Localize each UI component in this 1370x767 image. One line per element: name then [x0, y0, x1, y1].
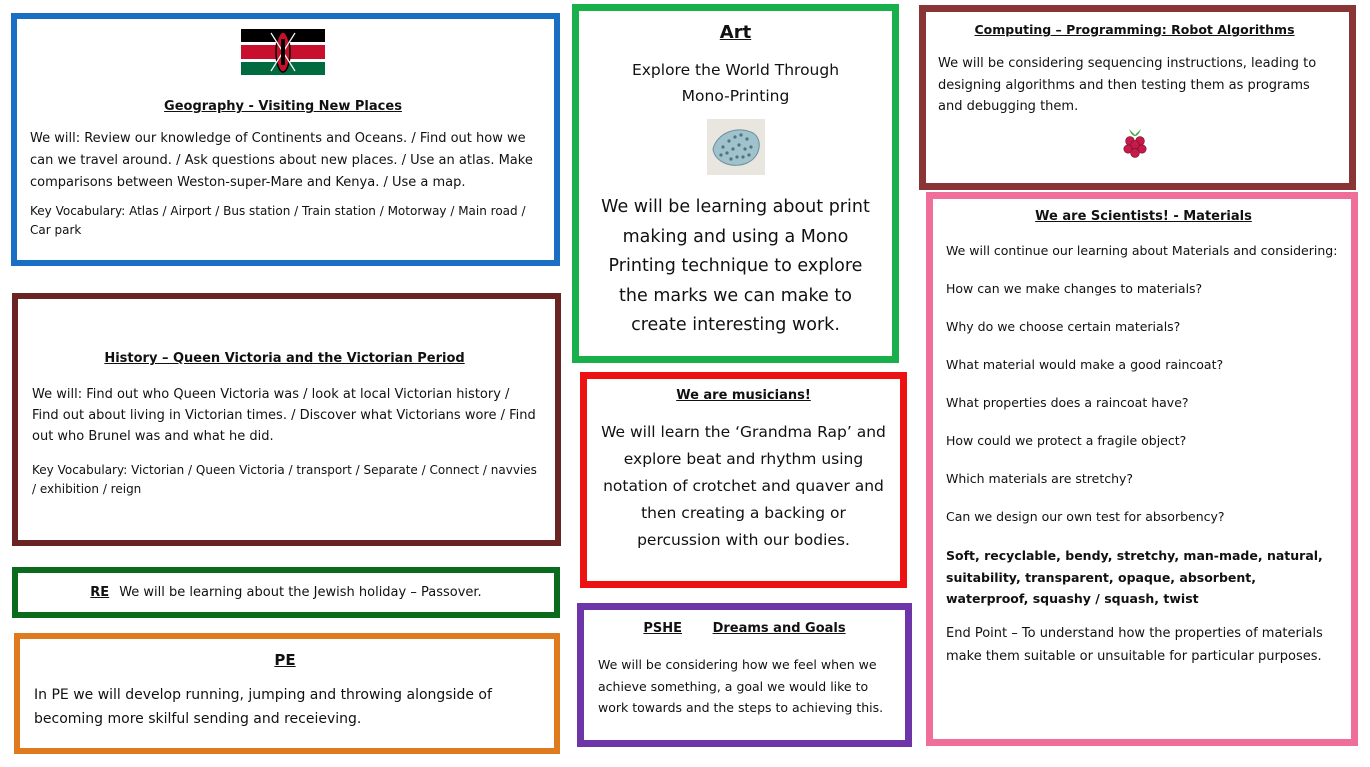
- art-panel: [572, 4, 899, 363]
- computing-body: We will be considering sequencing instructions, leading to designing algorithms and then testing them as programs and debugging them.: [938, 56, 1317, 114]
- geography-title: Geography - Visiting New Places: [164, 99, 402, 114]
- music-panel: [580, 372, 907, 588]
- science-question: How could we protect a fragile object?: [946, 433, 1187, 448]
- pshe-panel: [577, 603, 912, 747]
- re-panel: [12, 567, 560, 618]
- science-question: Which materials are stretchy?: [946, 471, 1134, 486]
- history-title: History – Queen Victoria and the Victorian Period: [104, 351, 465, 366]
- pshe-heading: [598, 621, 891, 636]
- history-vocab: Key Vocabulary: Victorian / Queen Victoria / transport / Separate / Connect / navvies / exhibition / reign: [32, 463, 537, 496]
- mono-print-image: [707, 119, 765, 175]
- art-title: Art: [719, 22, 752, 43]
- geography-vocab: Key Vocabulary: Atlas / Airport / Bus station / Train station / Motorway / Main road / Car park: [30, 204, 526, 237]
- re-label: RE: [90, 585, 110, 600]
- science-endpoint: End Point – To understand how the properties of materials make them suitable or unsuitable for particular purposes.: [946, 625, 1323, 664]
- pshe-title: Dreams and Goals: [712, 621, 846, 636]
- kenya-flag-icon: [241, 29, 325, 75]
- pe-panel: [14, 633, 560, 754]
- pshe-body: We will be considering how we feel when we achieve something, a goal we would like to work towards and the steps to achieving this.: [598, 657, 884, 715]
- history-body: We will: Find out who Queen Victoria was / look at local Victorian history / Find out about living in Victorian times. / Discover what Victorians wore / Find out who Brunel was and what he did.: [32, 387, 536, 444]
- science-question: Why do we choose certain materials?: [946, 319, 1181, 334]
- history-panel: [12, 293, 561, 546]
- science-question: Can we design our own test for absorbency?: [946, 509, 1225, 524]
- pe-title: PE: [274, 651, 296, 669]
- science-panel: [926, 192, 1358, 746]
- art-subtitle: Explore the World Through Mono-Printing: [631, 61, 840, 105]
- science-vocab: Soft, recyclable, bendy, stretchy, man-made, natural, suitability, transparent, opaque, absorbent, waterproof, squashy / squash, twist: [946, 548, 1323, 606]
- science-question: What material would make a good raincoat?: [946, 357, 1224, 372]
- pshe-label: PSHE: [643, 621, 683, 636]
- computing-panel: [919, 5, 1356, 190]
- music-body: We will learn the ‘Grandma Rap’ and explore beat and rhythm using notation of crotchet and quaver and then creating a backing or percussion with our bodies.: [601, 423, 886, 549]
- science-question: What properties does a raincoat have?: [946, 395, 1189, 410]
- science-intro: We will continue our learning about Materials and considering:: [946, 243, 1338, 258]
- raspberry-pi-icon: [1120, 126, 1150, 160]
- pe-body: In PE we will develop running, jumping and throwing alongside of becoming more skilful sending and receieving.: [34, 687, 492, 727]
- science-question: How can we make changes to materials?: [946, 281, 1203, 296]
- geography-panel: [11, 13, 560, 266]
- art-body: We will be learning about print making and using a Mono Printing technique to explore the marks we can make to create interesting work.: [601, 197, 870, 335]
- music-title: We are musicians!: [676, 388, 811, 403]
- geography-body: We will: Review our knowledge of Continents and Oceans. / Find out how we can we travel around. / Ask questions about new places. / Use an atlas. Make comparisons between Weston-super-Mare and Kenya. / Use a map.: [30, 131, 533, 190]
- re-body: We will be learning about the Jewish holiday – Passover.: [119, 585, 482, 600]
- computing-title: Computing – Programming: Robot Algorithms: [974, 22, 1295, 37]
- science-title: We are Scientists! - Materials: [1035, 209, 1252, 224]
